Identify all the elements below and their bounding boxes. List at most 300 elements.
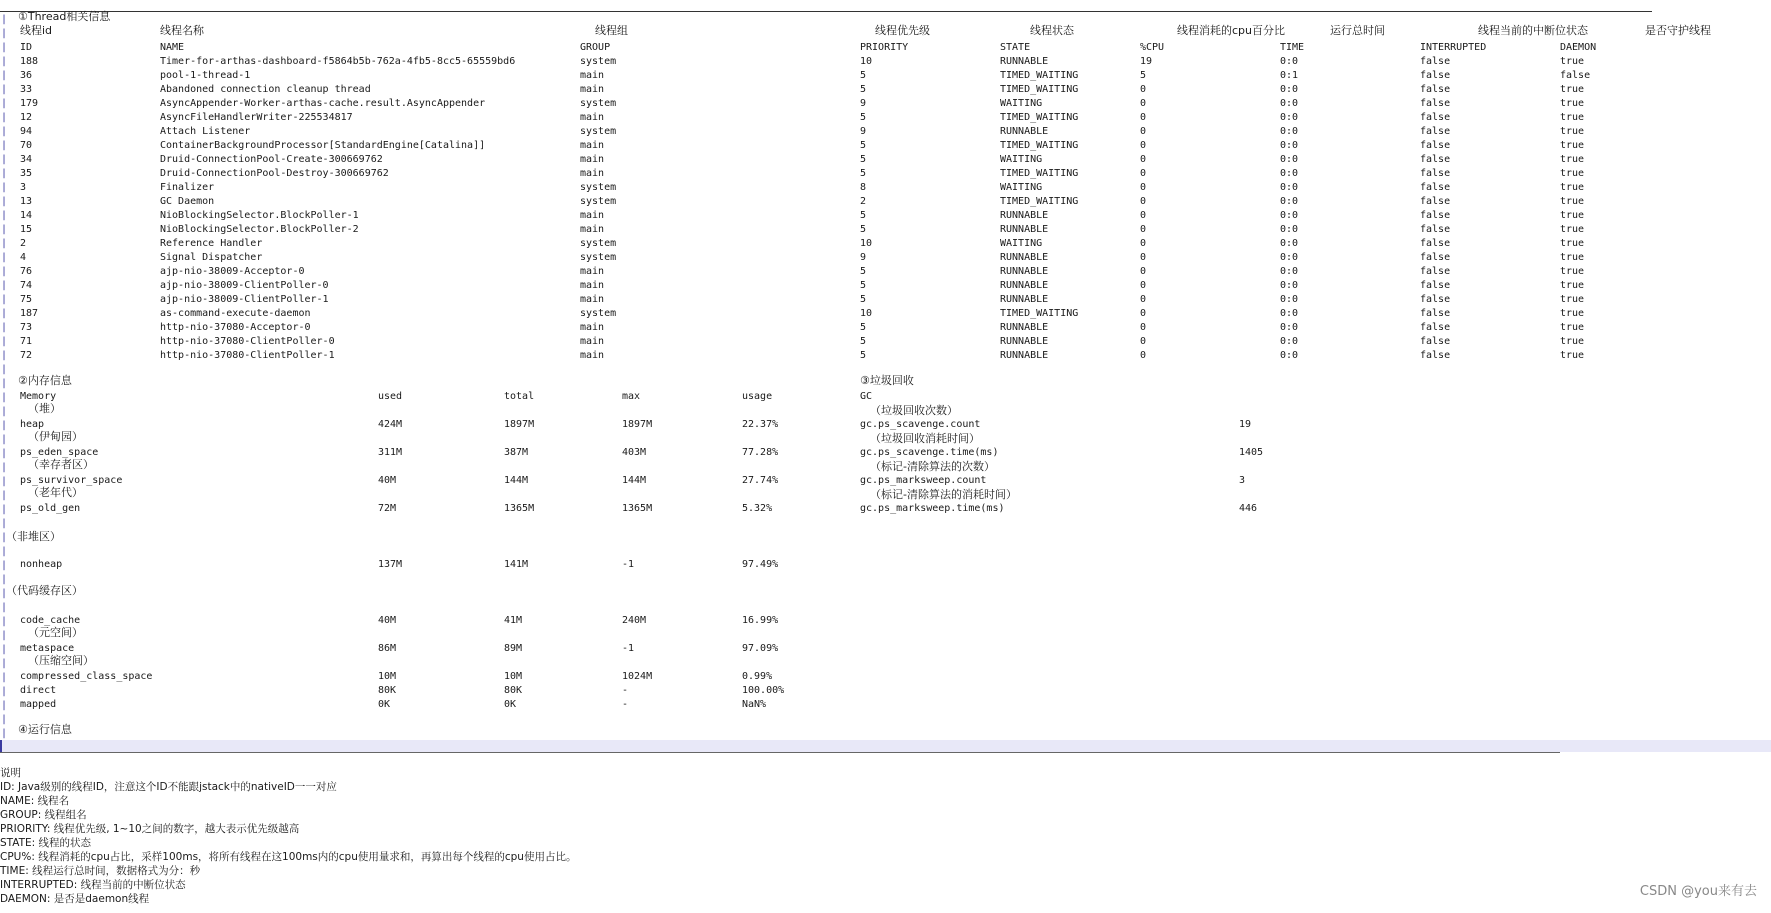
thread-cell: false	[1420, 98, 1451, 109]
thread-cell: 5	[860, 112, 867, 123]
thread-en-header: TIME	[1280, 42, 1305, 53]
thread-cell: 0	[1140, 140, 1147, 151]
thread-cell: main	[580, 140, 605, 151]
border-bar: |	[1, 322, 8, 333]
thread-cell: false	[1420, 70, 1451, 81]
border-bar: |	[1, 84, 8, 95]
border-bar: |	[1, 266, 8, 277]
border-bar: |	[1, 126, 8, 137]
thread-cell: 15	[20, 224, 33, 235]
memory-cell: 1365M	[504, 503, 535, 514]
thread-cell: false	[1420, 224, 1451, 235]
thread-cell: false	[1420, 238, 1451, 249]
thread-cell: 2	[860, 196, 867, 207]
thread-cell: true	[1560, 210, 1585, 221]
thread-cell: 5	[860, 154, 867, 165]
thread-cell: false	[1420, 336, 1451, 347]
border-bar: |	[1, 560, 8, 571]
memory-cell: 80K	[378, 685, 397, 696]
notes-line: TIME: 线程运行总时间，数据格式为分：秒	[0, 865, 201, 877]
thread-cell: RUNNABLE	[1000, 266, 1049, 277]
thread-cell: main	[580, 168, 605, 179]
thread-cell: false	[1420, 210, 1451, 221]
memory-cell: 10M	[378, 671, 397, 682]
thread-cell: TIMED_WAITING	[1000, 84, 1079, 95]
thread-cell: system	[580, 238, 617, 249]
thread-cell: 12	[20, 112, 33, 123]
border-bar: |	[1, 476, 8, 487]
thread-cell: WAITING	[1000, 238, 1043, 249]
thread-cell: true	[1560, 280, 1585, 291]
thread-cell: RUNNABLE	[1000, 210, 1049, 221]
memory-header: total	[504, 391, 535, 402]
border-bar: |	[1, 140, 8, 151]
thread-cn-header: 线程名称	[160, 24, 204, 37]
border-bar: |	[1, 182, 8, 193]
memory-cell: 240M	[622, 615, 647, 626]
thread-cell: false	[1420, 56, 1451, 67]
memory-note: （堆）	[28, 402, 61, 415]
thread-cell: RUNNABLE	[1000, 350, 1049, 361]
thread-cell: NioBlockingSelector.BlockPoller-2	[160, 224, 359, 235]
border-bar: |	[1, 154, 8, 165]
thread-cell: false	[1420, 112, 1451, 123]
border-bar: |	[1, 434, 8, 445]
border-bar: |	[1, 238, 8, 249]
memory-cell: direct	[20, 685, 57, 696]
thread-cell: system	[580, 182, 617, 193]
memory-cell: 5.32%	[742, 503, 773, 514]
notes-line: GROUP: 线程组名	[0, 809, 87, 821]
gc-metric-name: gc.ps_scavenge.time(ms)	[860, 447, 999, 458]
thread-cell: 74	[20, 280, 33, 291]
thread-cell: 0:0	[1280, 154, 1299, 165]
thread-cell: RUNNABLE	[1000, 56, 1049, 67]
thread-en-header: ID	[20, 42, 33, 53]
thread-cell: false	[1420, 266, 1451, 277]
border-bar: |	[1, 42, 8, 53]
thread-cn-header: 线程id	[20, 24, 53, 37]
memory-cell: 0K	[504, 699, 517, 710]
thread-cell: 0	[1140, 252, 1147, 263]
thread-cell: 73	[20, 322, 33, 333]
border-bar: |	[1, 546, 8, 557]
thread-cell: 0:0	[1280, 112, 1299, 123]
gc-note: （标记-清除算法的次数）	[870, 460, 995, 473]
thread-cell: 0:0	[1280, 350, 1299, 361]
border-bar: |	[1, 224, 8, 235]
thread-cell: 0:0	[1280, 196, 1299, 207]
thread-cell: 0:0	[1280, 224, 1299, 235]
notes-line: CPU%: 线程消耗的cpu占比，采样100ms，将所有线程在这100ms内的cpu使用量求和，再算出每个线程的cpu使用占比。	[0, 851, 577, 863]
border-bar: |	[1, 98, 8, 109]
thread-cell: 14	[20, 210, 33, 221]
thread-cell: 8	[860, 182, 867, 193]
status-band	[0, 740, 1771, 752]
gc-section-title: ③垃圾回收	[860, 374, 914, 387]
gc-metric-value: 3	[1239, 475, 1246, 486]
thread-cell: 187	[20, 308, 39, 319]
border-bar: |	[1, 168, 8, 179]
thread-cell: 35	[20, 168, 33, 179]
memory-cell: 97.49%	[742, 559, 779, 570]
thread-cell: 4	[20, 252, 27, 263]
border-bar: |	[1, 574, 8, 585]
thread-cell: 5	[860, 84, 867, 95]
memory-cell: NaN%	[742, 699, 767, 710]
thread-cell: 5	[860, 168, 867, 179]
memory-cell: code_cache	[20, 615, 81, 626]
memory-cell: 403M	[622, 447, 647, 458]
thread-cell: 0	[1140, 182, 1147, 193]
thread-en-header: INTERRUPTED	[1420, 42, 1487, 53]
thread-cell: 0:0	[1280, 98, 1299, 109]
memory-cell: 27.74%	[742, 475, 779, 486]
memory-cell: 0.99%	[742, 671, 773, 682]
thread-cell: main	[580, 84, 605, 95]
border-bar: |	[1, 588, 8, 599]
thread-cell: 10	[860, 56, 873, 67]
thread-cell: 0:0	[1280, 84, 1299, 95]
border-bar: |	[1, 336, 8, 347]
border-bar: |	[1, 364, 8, 375]
border-bar: |	[1, 504, 8, 515]
border-bar: |	[1, 406, 8, 417]
thread-cell: true	[1560, 126, 1585, 137]
thread-cell: Druid-ConnectionPool-Create-300669762	[160, 154, 383, 165]
bottom-divider	[0, 752, 1560, 753]
memory-cell: 40M	[378, 475, 397, 486]
thread-en-header: DAEMON	[1560, 42, 1597, 53]
thread-section-title: ①Thread相关信息	[18, 10, 111, 23]
thread-cell: system	[580, 196, 617, 207]
memory-note: （伊甸园）	[28, 430, 83, 443]
memory-cell: 80K	[504, 685, 523, 696]
code-cache-label: （代码缓存区）	[6, 584, 83, 597]
thread-cell: false	[1420, 140, 1451, 151]
thread-en-header: PRIORITY	[860, 42, 909, 53]
thread-cell: true	[1560, 252, 1585, 263]
thread-cell: 0	[1140, 350, 1147, 361]
thread-cell: false	[1420, 252, 1451, 263]
thread-cell: main	[580, 210, 605, 221]
thread-cell: main	[580, 322, 605, 333]
memory-cell: compressed_class_space	[20, 671, 153, 682]
border-bar: |	[1, 56, 8, 67]
memory-note: （老年代）	[28, 486, 83, 499]
memory-cell: -1	[622, 559, 635, 570]
thread-cell: 36	[20, 70, 33, 81]
thread-cell: true	[1560, 98, 1585, 109]
thread-cell: main	[580, 112, 605, 123]
thread-cell: system	[580, 126, 617, 137]
thread-cell: true	[1560, 182, 1585, 193]
thread-cell: true	[1560, 224, 1585, 235]
memory-cell: 16.99%	[742, 615, 779, 626]
notes-title: 说明	[0, 767, 21, 779]
thread-cell: 0:0	[1280, 294, 1299, 305]
thread-cell: false	[1560, 70, 1591, 81]
thread-cell: Timer-for-arthas-dashboard-f5864b5b-762a-4fb5-8cc5-65559bd6	[160, 56, 516, 67]
memory-cell: 1365M	[622, 503, 653, 514]
thread-cell: Druid-ConnectionPool-Destroy-300669762	[160, 168, 389, 179]
thread-cell: 5	[860, 350, 867, 361]
thread-cell: 70	[20, 140, 33, 151]
thread-en-header: NAME	[160, 42, 185, 53]
thread-cell: 0	[1140, 266, 1147, 277]
thread-cell: 5	[860, 322, 867, 333]
gc-note: （标记-清除算法的消耗时间）	[870, 488, 1017, 501]
thread-en-header: STATE	[1000, 42, 1031, 53]
thread-cell: ajp-nio-38009-Acceptor-0	[160, 266, 305, 277]
memory-cell: 10M	[504, 671, 523, 682]
thread-cell: true	[1560, 308, 1585, 319]
thread-cell: 179	[20, 98, 39, 109]
thread-cell: 5	[860, 266, 867, 277]
thread-cell: TIMED_WAITING	[1000, 70, 1079, 81]
memory-note: （元空间）	[28, 626, 83, 639]
thread-cell: main	[580, 70, 605, 81]
border-bar: |	[1, 378, 8, 389]
thread-cell: Abandoned connection cleanup thread	[160, 84, 371, 95]
border-bar: |	[1, 280, 8, 291]
top-divider	[0, 11, 1652, 12]
border-bar: |	[1, 714, 8, 725]
gc-metric-name: gc.ps_scavenge.count	[860, 419, 981, 430]
thread-cell: 0	[1140, 322, 1147, 333]
thread-cell: system	[580, 308, 617, 319]
thread-cell: main	[580, 294, 605, 305]
thread-cell: 0:0	[1280, 252, 1299, 263]
memory-cell: 311M	[378, 447, 403, 458]
thread-cell: TIMED_WAITING	[1000, 112, 1079, 123]
thread-cell: 0:0	[1280, 140, 1299, 151]
gc-metric-name: gc.ps_marksweep.time(ms)	[860, 503, 1005, 514]
thread-cell: true	[1560, 112, 1585, 123]
thread-cn-header: 线程组	[595, 24, 628, 37]
thread-cell: AsyncFileHandlerWriter-225534817	[160, 112, 353, 123]
memory-cell: 0K	[378, 699, 391, 710]
thread-cell: 5	[860, 336, 867, 347]
thread-cell: 0:0	[1280, 308, 1299, 319]
thread-cell: RUNNABLE	[1000, 294, 1049, 305]
thread-cell: WAITING	[1000, 98, 1043, 109]
thread-cell: 0	[1140, 210, 1147, 221]
memory-cell: 1024M	[622, 671, 653, 682]
thread-cell: system	[580, 56, 617, 67]
thread-cell: system	[580, 252, 617, 263]
memory-cell: ps_survivor_space	[20, 475, 123, 486]
thread-cell: GC Daemon	[160, 196, 215, 207]
thread-cell: true	[1560, 350, 1585, 361]
border-bar: |	[1, 196, 8, 207]
border-bar: |	[1, 28, 8, 39]
thread-cell: 2	[20, 238, 27, 249]
nonheap-label: （非堆区）	[6, 530, 61, 543]
border-bar: |	[1, 518, 8, 529]
thread-cell: 34	[20, 154, 33, 165]
thread-cell: TIMED_WAITING	[1000, 308, 1079, 319]
thread-cell: 0:0	[1280, 56, 1299, 67]
thread-cell: main	[580, 350, 605, 361]
gc-note: （垃圾回收次数）	[870, 404, 958, 417]
runtime-section-title: ④运行信息	[18, 723, 72, 736]
thread-cell: 0	[1140, 280, 1147, 291]
thread-cell: Reference Handler	[160, 238, 263, 249]
memory-header: used	[378, 391, 403, 402]
thread-cell: true	[1560, 294, 1585, 305]
border-bar: |	[1, 308, 8, 319]
memory-cell: 424M	[378, 419, 403, 430]
thread-cell: false	[1420, 294, 1451, 305]
thread-cell: 9	[860, 252, 867, 263]
thread-cell: true	[1560, 154, 1585, 165]
gc-header: GC	[860, 391, 873, 402]
border-bar: |	[1, 672, 8, 683]
thread-cell: http-nio-37080-ClientPoller-1	[160, 350, 335, 361]
thread-cell: 9	[860, 126, 867, 137]
thread-cell: RUNNABLE	[1000, 336, 1049, 347]
border-bar: |	[1, 490, 8, 501]
memory-note: （压缩空间）	[28, 654, 94, 667]
thread-cell: 5	[860, 294, 867, 305]
thread-cell: RUNNABLE	[1000, 126, 1049, 137]
memory-cell: 41M	[504, 615, 523, 626]
thread-cell: 188	[20, 56, 39, 67]
memory-cell: 144M	[622, 475, 647, 486]
thread-cn-header: 线程当前的中断位状态	[1478, 24, 1588, 37]
border-bar: |	[1, 420, 8, 431]
thread-cell: 0:0	[1280, 280, 1299, 291]
border-bar: |	[1, 14, 8, 25]
border-bar: |	[1, 644, 8, 655]
memory-header: usage	[742, 391, 773, 402]
thread-cell: RUNNABLE	[1000, 252, 1049, 263]
border-bar: |	[1, 112, 8, 123]
memory-cell: ps_eden_space	[20, 447, 99, 458]
border-bar: |	[1, 602, 8, 613]
thread-cell: false	[1420, 196, 1451, 207]
memory-header: Memory	[20, 391, 57, 402]
border-bar: |	[1, 252, 8, 263]
thread-cell: 0:0	[1280, 126, 1299, 137]
thread-cell: 0	[1140, 294, 1147, 305]
thread-cell: true	[1560, 322, 1585, 333]
thread-cn-header: 线程消耗的cpu百分比	[1177, 24, 1286, 37]
gc-metric-name: gc.ps_marksweep.count	[860, 475, 987, 486]
thread-cell: true	[1560, 196, 1585, 207]
thread-cell: main	[580, 154, 605, 165]
thread-cell: 75	[20, 294, 33, 305]
thread-cell: 9	[860, 98, 867, 109]
thread-cell: 72	[20, 350, 33, 361]
thread-cell: false	[1420, 350, 1451, 361]
thread-cell: false	[1420, 154, 1451, 165]
border-bar: |	[1, 462, 8, 473]
memory-cell: 144M	[504, 475, 529, 486]
thread-cell: AsyncAppender-Worker-arthas-cache.result.AsyncAppender	[160, 98, 486, 109]
thread-cell: false	[1420, 84, 1451, 95]
notes-line: DAEMON: 是否是daemon线程	[0, 893, 150, 905]
thread-cell: main	[580, 266, 605, 277]
thread-cell: 0:0	[1280, 168, 1299, 179]
gc-metric-value: 1405	[1239, 447, 1264, 458]
memory-cell: nonheap	[20, 559, 63, 570]
thread-cell: as-command-execute-daemon	[160, 308, 311, 319]
thread-cell: 0	[1140, 126, 1147, 137]
border-bar: |	[1, 630, 8, 641]
thread-cell: 33	[20, 84, 33, 95]
watermark: CSDN @you来有去	[1639, 884, 1757, 899]
thread-cell: pool-1-thread-1	[160, 70, 251, 81]
thread-cell: 19	[1140, 56, 1153, 67]
thread-cell: main	[580, 336, 605, 347]
thread-cell: 0	[1140, 224, 1147, 235]
border-bar: |	[1, 210, 8, 221]
memory-cell: 77.28%	[742, 447, 779, 458]
notes-line: INTERRUPTED: 线程当前的中断位状态	[0, 879, 186, 891]
thread-cell: 0	[1140, 84, 1147, 95]
thread-cn-header: 运行总时间	[1330, 24, 1385, 37]
memory-cell: 86M	[378, 643, 397, 654]
thread-cell: Signal Dispatcher	[160, 252, 263, 263]
thread-cell: true	[1560, 336, 1585, 347]
border-bar: |	[1, 658, 8, 669]
thread-cell: 0:0	[1280, 238, 1299, 249]
memory-cell: 89M	[504, 643, 523, 654]
thread-cell: 0:0	[1280, 210, 1299, 221]
thread-cell: 5	[860, 210, 867, 221]
thread-cell: main	[580, 224, 605, 235]
thread-cell: WAITING	[1000, 154, 1043, 165]
thread-cell: true	[1560, 266, 1585, 277]
memory-cell: heap	[20, 419, 45, 430]
memory-cell: 22.37%	[742, 419, 779, 430]
thread-en-header: %CPU	[1140, 42, 1165, 53]
memory-cell: ps_old_gen	[20, 503, 81, 514]
thread-cell: 5	[860, 140, 867, 151]
thread-cell: 0	[1140, 336, 1147, 347]
thread-cell: RUNNABLE	[1000, 280, 1049, 291]
gc-metric-value: 19	[1239, 419, 1252, 430]
thread-cell: WAITING	[1000, 182, 1043, 193]
memory-cell: 1897M	[622, 419, 653, 430]
notes-line: NAME: 线程名	[0, 795, 70, 807]
memory-cell: metaspace	[20, 643, 75, 654]
gc-metric-value: 446	[1239, 503, 1258, 514]
thread-cell: system	[580, 98, 617, 109]
thread-cell: 0	[1140, 154, 1147, 165]
memory-cell: 137M	[378, 559, 403, 570]
thread-cell: NioBlockingSelector.BlockPoller-1	[160, 210, 359, 221]
border-bar: |	[1, 532, 8, 543]
border-bar: |	[1, 70, 8, 81]
thread-cell: 0:0	[1280, 182, 1299, 193]
thread-cell: Finalizer	[160, 182, 215, 193]
memory-cell: 100.00%	[742, 685, 785, 696]
memory-section-title: ②内存信息	[18, 374, 72, 387]
border-bar: |	[1, 686, 8, 697]
thread-cell: 0	[1140, 196, 1147, 207]
border-bar: |	[1, 448, 8, 459]
thread-cell: 5	[860, 70, 867, 81]
thread-cell: TIMED_WAITING	[1000, 196, 1079, 207]
thread-cell: false	[1420, 322, 1451, 333]
memory-cell: -	[622, 699, 629, 710]
thread-cell: false	[1420, 280, 1451, 291]
thread-cell: 0	[1140, 98, 1147, 109]
thread-cell: false	[1420, 182, 1451, 193]
